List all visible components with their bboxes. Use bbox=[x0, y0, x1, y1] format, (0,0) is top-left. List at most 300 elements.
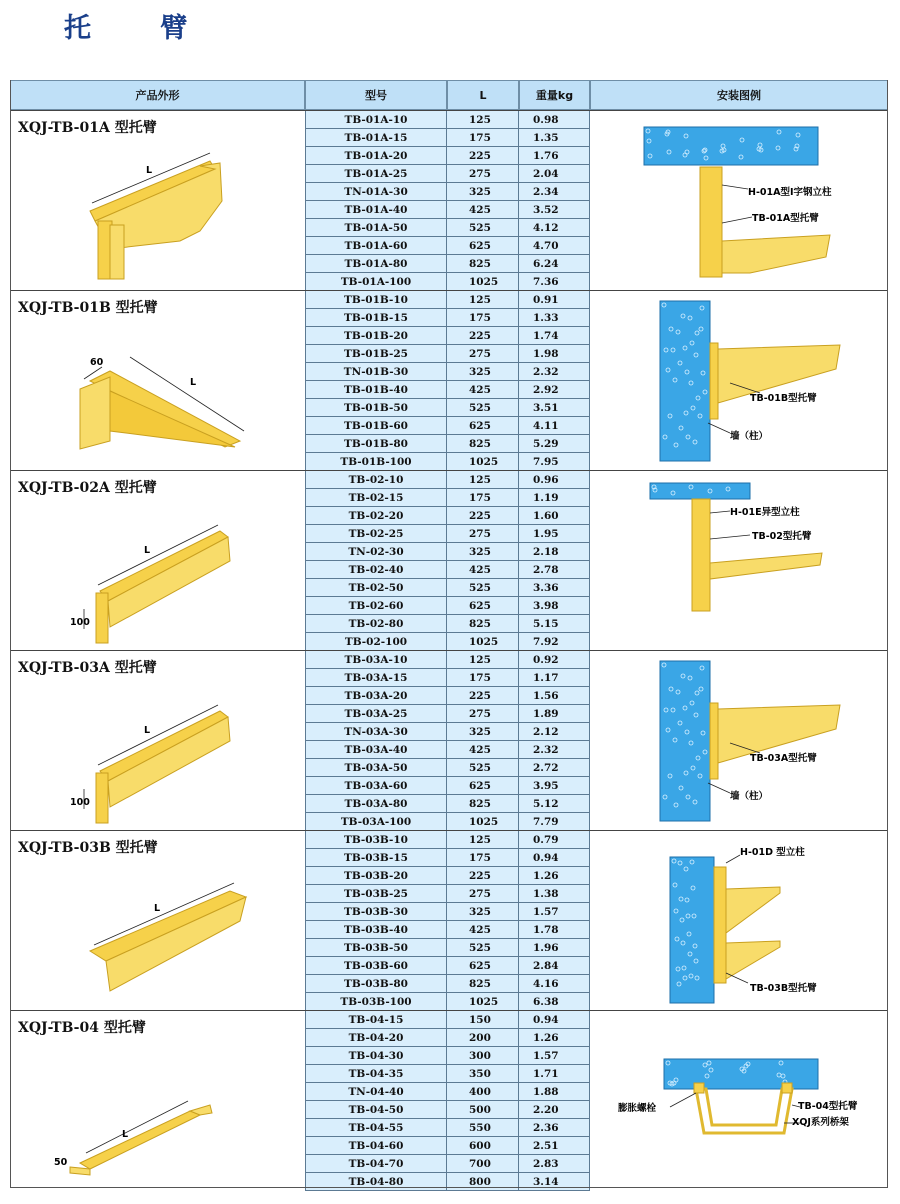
length-cell: 125 bbox=[447, 291, 519, 309]
model-cell: TB-01A-40 bbox=[305, 201, 447, 219]
table-row bbox=[305, 1029, 590, 1047]
length-cell: 125 bbox=[447, 831, 519, 849]
model-cell: TB-03B-20 bbox=[305, 867, 447, 885]
table-row bbox=[305, 903, 590, 921]
weight-cell: 5.12 bbox=[519, 795, 590, 813]
model-cell: TB-03B-80 bbox=[305, 975, 447, 993]
install-diagram bbox=[600, 833, 888, 1009]
model-cell: TB-03A-20 bbox=[305, 687, 447, 705]
model-cell: TB-02-50 bbox=[305, 579, 447, 597]
label-bracket: TB-03B型托臂 bbox=[750, 983, 817, 994]
weight-cell: 1.33 bbox=[519, 309, 590, 327]
model-cell: TB-02-60 bbox=[305, 597, 447, 615]
length-cell: 500 bbox=[447, 1101, 519, 1119]
model-cell: TB-03B-25 bbox=[305, 885, 447, 903]
special-post bbox=[692, 499, 710, 611]
length-cell: 1025 bbox=[447, 813, 519, 831]
bracket-arm-upper bbox=[726, 887, 780, 933]
model-cell: TB-03B-50 bbox=[305, 939, 447, 957]
length-cell: 175 bbox=[447, 669, 519, 687]
header-shape: 产品外形 bbox=[10, 80, 305, 110]
bracket-arm bbox=[80, 1111, 200, 1169]
weight-cell: 1.71 bbox=[519, 1065, 590, 1083]
length-cell: 800 bbox=[447, 1173, 519, 1191]
table-row bbox=[305, 525, 590, 543]
model-cell: TB-03A-40 bbox=[305, 741, 447, 759]
bracket-plate bbox=[80, 377, 110, 449]
weight-cell: 1.26 bbox=[519, 1029, 590, 1047]
table-row bbox=[305, 327, 590, 345]
weight-cell: 5.29 bbox=[519, 435, 590, 453]
length-cell: 325 bbox=[447, 183, 519, 201]
install-diagram bbox=[600, 473, 888, 649]
length-cell: 825 bbox=[447, 435, 519, 453]
length-cell: 425 bbox=[447, 561, 519, 579]
label-post: H-01E异型立柱 bbox=[730, 507, 800, 518]
dim-L: L bbox=[144, 545, 151, 556]
table-row bbox=[305, 561, 590, 579]
section-title: XQJ-TB-01A 型托臂 bbox=[18, 120, 157, 136]
length-cell: 625 bbox=[447, 417, 519, 435]
model-cell: TB-01A-60 bbox=[305, 237, 447, 255]
model-cell: TB-02-100 bbox=[305, 633, 447, 651]
weight-cell: 2.78 bbox=[519, 561, 590, 579]
model-cell: TB-03A-100 bbox=[305, 813, 447, 831]
model-cell: TN-01A-30 bbox=[305, 183, 447, 201]
section-1 bbox=[10, 110, 888, 291]
weight-cell: 2.32 bbox=[519, 363, 590, 381]
table-row bbox=[305, 1101, 590, 1119]
length-cell: 525 bbox=[447, 759, 519, 777]
length-cell: 200 bbox=[447, 1029, 519, 1047]
bracket-arm bbox=[710, 553, 822, 579]
length-cell: 225 bbox=[447, 867, 519, 885]
model-cell: TB-03A-15 bbox=[305, 669, 447, 687]
length-cell: 150 bbox=[447, 1011, 519, 1029]
length-cell: 275 bbox=[447, 705, 519, 723]
model-cell: TB-04-35 bbox=[305, 1065, 447, 1083]
section-title: XQJ-TB-01B 型托臂 bbox=[18, 300, 158, 316]
model-cell: TN-02-30 bbox=[305, 543, 447, 561]
model-cell: TB-04-55 bbox=[305, 1119, 447, 1137]
table-row bbox=[305, 1137, 590, 1155]
weight-cell: 3.52 bbox=[519, 201, 590, 219]
length-cell: 1025 bbox=[447, 273, 519, 291]
model-cell: TB-01A-20 bbox=[305, 147, 447, 165]
table-row bbox=[305, 1011, 590, 1029]
table-row bbox=[305, 543, 590, 561]
weight-cell: 4.12 bbox=[519, 219, 590, 237]
install-diagram bbox=[600, 1013, 888, 1189]
table-row bbox=[305, 615, 590, 633]
model-cell: TB-03B-10 bbox=[305, 831, 447, 849]
header-weight: 重量kg bbox=[519, 80, 590, 110]
table-row bbox=[305, 1173, 590, 1191]
label-bracket: TB-03A型托臂 bbox=[750, 753, 817, 764]
model-cell: TB-02-80 bbox=[305, 615, 447, 633]
length-cell: 350 bbox=[447, 1065, 519, 1083]
dim-60: 60 bbox=[90, 357, 104, 368]
weight-cell: 2.20 bbox=[519, 1101, 590, 1119]
weight-cell: 1.96 bbox=[519, 939, 590, 957]
table-row bbox=[305, 183, 590, 201]
dim-L: L bbox=[146, 165, 153, 176]
weight-cell: 1.95 bbox=[519, 525, 590, 543]
length-cell: 825 bbox=[447, 795, 519, 813]
model-cell: TB-03A-10 bbox=[305, 651, 447, 669]
model-cell: TB-02-20 bbox=[305, 507, 447, 525]
length-cell: 275 bbox=[447, 165, 519, 183]
table-row bbox=[305, 165, 590, 183]
model-cell: TB-01A-15 bbox=[305, 129, 447, 147]
model-cell: TB-03B-100 bbox=[305, 993, 447, 1011]
table-row bbox=[305, 399, 590, 417]
weight-cell: 0.79 bbox=[519, 831, 590, 849]
length-cell: 825 bbox=[447, 255, 519, 273]
dim-L: L bbox=[190, 377, 197, 388]
page-title: 托 臂 bbox=[64, 13, 218, 44]
weight-cell: 7.95 bbox=[519, 453, 590, 471]
model-cell: TN-01B-30 bbox=[305, 363, 447, 381]
install-diagram bbox=[600, 653, 888, 829]
length-cell: 625 bbox=[447, 957, 519, 975]
weight-cell: 3.14 bbox=[519, 1173, 590, 1191]
model-cell: TB-03A-50 bbox=[305, 759, 447, 777]
install-diagram bbox=[600, 293, 888, 469]
label-bracket: TB-02型托臂 bbox=[752, 531, 812, 542]
length-cell: 425 bbox=[447, 381, 519, 399]
table-row bbox=[305, 1047, 590, 1065]
length-cell: 325 bbox=[447, 543, 519, 561]
weight-cell: 1.74 bbox=[519, 327, 590, 345]
model-cell: TB-01B-15 bbox=[305, 309, 447, 327]
weight-cell: 1.56 bbox=[519, 687, 590, 705]
label-post: H-01A型I字钢立柱 bbox=[748, 187, 832, 198]
table-row bbox=[305, 453, 590, 471]
model-cell: TB-04-20 bbox=[305, 1029, 447, 1047]
length-cell: 625 bbox=[447, 597, 519, 615]
weight-cell: 0.96 bbox=[519, 471, 590, 489]
length-cell: 525 bbox=[447, 939, 519, 957]
weight-cell: 7.92 bbox=[519, 633, 590, 651]
table-row bbox=[305, 111, 590, 129]
length-cell: 175 bbox=[447, 489, 519, 507]
length-cell: 125 bbox=[447, 471, 519, 489]
label-bolt: 膨胀螺栓 bbox=[618, 1103, 657, 1114]
table-row bbox=[305, 831, 590, 849]
table-row bbox=[305, 723, 590, 741]
table-row bbox=[305, 867, 590, 885]
table-row bbox=[305, 471, 590, 489]
table-row bbox=[305, 1155, 590, 1173]
weight-cell: 1.89 bbox=[519, 705, 590, 723]
weight-cell: 1.60 bbox=[519, 507, 590, 525]
section-title: XQJ-TB-03B 型托臂 bbox=[18, 840, 158, 856]
weight-cell: 0.91 bbox=[519, 291, 590, 309]
weight-cell: 0.92 bbox=[519, 651, 590, 669]
weight-cell: 0.98 bbox=[519, 111, 590, 129]
weight-cell: 2.04 bbox=[519, 165, 590, 183]
weight-cell: 2.32 bbox=[519, 741, 590, 759]
product-drawing bbox=[50, 321, 280, 467]
length-cell: 125 bbox=[447, 111, 519, 129]
bolt-left bbox=[694, 1083, 704, 1093]
weight-cell: 0.94 bbox=[519, 1011, 590, 1029]
model-cell: TB-01A-25 bbox=[305, 165, 447, 183]
weight-cell: 2.12 bbox=[519, 723, 590, 741]
weight-cell: 1.78 bbox=[519, 921, 590, 939]
length-cell: 625 bbox=[447, 237, 519, 255]
length-cell: 275 bbox=[447, 885, 519, 903]
table-row bbox=[305, 687, 590, 705]
length-cell: 125 bbox=[447, 651, 519, 669]
model-cell: TB-02-25 bbox=[305, 525, 447, 543]
bracket-post bbox=[96, 593, 108, 643]
length-cell: 425 bbox=[447, 201, 519, 219]
model-cell: TB-01A-10 bbox=[305, 111, 447, 129]
model-cell: TB-01B-60 bbox=[305, 417, 447, 435]
section-title: XQJ-TB-03A 型托臂 bbox=[18, 660, 157, 676]
label-tray: XQJ系列桥架 bbox=[792, 1117, 849, 1128]
install-diagram bbox=[600, 113, 888, 289]
weight-cell: 7.79 bbox=[519, 813, 590, 831]
section-title: XQJ-TB-04 型托臂 bbox=[18, 1020, 146, 1036]
model-cell: TB-01B-20 bbox=[305, 327, 447, 345]
model-cell: TB-03B-40 bbox=[305, 921, 447, 939]
weight-cell: 1.38 bbox=[519, 885, 590, 903]
length-cell: 175 bbox=[447, 129, 519, 147]
weight-cell: 1.57 bbox=[519, 903, 590, 921]
length-cell: 625 bbox=[447, 777, 519, 795]
length-cell: 550 bbox=[447, 1119, 519, 1137]
weight-cell: 3.36 bbox=[519, 579, 590, 597]
table-row bbox=[305, 741, 590, 759]
table-row bbox=[305, 939, 590, 957]
table-row bbox=[305, 669, 590, 687]
length-cell: 325 bbox=[447, 903, 519, 921]
product-drawing bbox=[50, 861, 280, 1007]
model-cell: TB-02-40 bbox=[305, 561, 447, 579]
weight-cell: 3.51 bbox=[519, 399, 590, 417]
table-row bbox=[305, 777, 590, 795]
weight-cell: 6.38 bbox=[519, 993, 590, 1011]
weight-cell: 2.36 bbox=[519, 1119, 590, 1137]
weight-cell: 3.95 bbox=[519, 777, 590, 795]
model-cell: TB-04-80 bbox=[305, 1173, 447, 1191]
table-row bbox=[305, 705, 590, 723]
product-drawing bbox=[50, 1041, 280, 1187]
label-wall: 墙（柱） bbox=[730, 431, 769, 442]
section-2 bbox=[10, 290, 888, 471]
product-drawing bbox=[50, 141, 280, 287]
header-length: L bbox=[447, 80, 519, 110]
section-6 bbox=[10, 1010, 888, 1191]
model-cell: TB-01A-100 bbox=[305, 273, 447, 291]
table-row bbox=[305, 381, 590, 399]
table-row bbox=[305, 489, 590, 507]
label-bracket: TB-01B型托臂 bbox=[750, 393, 817, 404]
weight-cell: 1.76 bbox=[519, 147, 590, 165]
weight-cell: 4.70 bbox=[519, 237, 590, 255]
ceiling-wall bbox=[664, 1059, 818, 1089]
table-row bbox=[305, 1083, 590, 1101]
table-row bbox=[305, 273, 590, 291]
length-cell: 825 bbox=[447, 615, 519, 633]
table-row bbox=[305, 435, 590, 453]
model-cell: TB-04-30 bbox=[305, 1047, 447, 1065]
table-row bbox=[305, 219, 590, 237]
section-5 bbox=[10, 830, 888, 1011]
model-cell: TB-03B-15 bbox=[305, 849, 447, 867]
length-cell: 1025 bbox=[447, 453, 519, 471]
table-row bbox=[305, 975, 590, 993]
model-cell: TB-01B-50 bbox=[305, 399, 447, 417]
weight-cell: 1.17 bbox=[519, 669, 590, 687]
length-cell: 525 bbox=[447, 399, 519, 417]
model-cell: TB-01B-40 bbox=[305, 381, 447, 399]
model-cell: TB-03B-30 bbox=[305, 903, 447, 921]
length-cell: 1025 bbox=[447, 993, 519, 1011]
weight-cell: 2.84 bbox=[519, 957, 590, 975]
weight-cell: 0.94 bbox=[519, 849, 590, 867]
weight-cell: 1.26 bbox=[519, 867, 590, 885]
bracket-spec-sheet bbox=[10, 80, 888, 1188]
model-cell: TB-01B-80 bbox=[305, 435, 447, 453]
model-cell: TB-01B-10 bbox=[305, 291, 447, 309]
weight-cell: 2.34 bbox=[519, 183, 590, 201]
model-cell: TB-04-70 bbox=[305, 1155, 447, 1173]
table-row bbox=[305, 885, 590, 903]
label-post: H-01D 型立柱 bbox=[740, 847, 805, 858]
length-cell: 225 bbox=[447, 687, 519, 705]
table-row bbox=[305, 147, 590, 165]
table-row bbox=[305, 237, 590, 255]
post bbox=[714, 867, 726, 983]
length-cell: 525 bbox=[447, 219, 519, 237]
weight-cell: 2.18 bbox=[519, 543, 590, 561]
model-cell: TB-02-15 bbox=[305, 489, 447, 507]
table-row bbox=[305, 1119, 590, 1137]
dim-50: 50 bbox=[54, 1157, 68, 1168]
table-row bbox=[305, 921, 590, 939]
table-row bbox=[305, 309, 590, 327]
table-row bbox=[305, 597, 590, 615]
section-title: XQJ-TB-02A 型托臂 bbox=[18, 480, 157, 496]
length-cell: 525 bbox=[447, 579, 519, 597]
length-cell: 175 bbox=[447, 309, 519, 327]
length-cell: 325 bbox=[447, 723, 519, 741]
wall-column bbox=[660, 301, 710, 461]
model-cell: TB-01B-25 bbox=[305, 345, 447, 363]
weight-cell: 4.11 bbox=[519, 417, 590, 435]
bracket-post bbox=[96, 773, 108, 823]
label-bracket: TB-04型托臂 bbox=[798, 1101, 858, 1112]
length-cell: 425 bbox=[447, 741, 519, 759]
mount-plate bbox=[710, 703, 718, 779]
model-cell: TB-04-60 bbox=[305, 1137, 447, 1155]
model-cell: TB-01A-80 bbox=[305, 255, 447, 273]
length-cell: 700 bbox=[447, 1155, 519, 1173]
section-3 bbox=[10, 470, 888, 651]
cable-tray bbox=[696, 1089, 792, 1133]
table-row bbox=[305, 795, 590, 813]
table-row bbox=[305, 417, 590, 435]
table-row bbox=[305, 759, 590, 777]
length-cell: 600 bbox=[447, 1137, 519, 1155]
product-drawing bbox=[50, 501, 280, 647]
table-row bbox=[305, 849, 590, 867]
wall-column bbox=[670, 857, 714, 1003]
length-cell: 225 bbox=[447, 507, 519, 525]
table-row bbox=[305, 201, 590, 219]
dim-L: L bbox=[122, 1129, 129, 1140]
length-cell: 225 bbox=[447, 147, 519, 165]
weight-cell: 1.98 bbox=[519, 345, 590, 363]
weight-cell: 5.15 bbox=[519, 615, 590, 633]
table-row bbox=[305, 129, 590, 147]
model-cell: TB-03A-60 bbox=[305, 777, 447, 795]
wall-column bbox=[660, 661, 710, 821]
model-cell: TB-03A-25 bbox=[305, 705, 447, 723]
length-cell: 300 bbox=[447, 1047, 519, 1065]
table-row bbox=[305, 1065, 590, 1083]
table-row bbox=[305, 633, 590, 651]
length-cell: 175 bbox=[447, 849, 519, 867]
bracket-arm-lower bbox=[726, 941, 780, 979]
label-bracket: TB-01A型托臂 bbox=[752, 213, 819, 224]
length-cell: 225 bbox=[447, 327, 519, 345]
length-cell: 400 bbox=[447, 1083, 519, 1101]
dim-L: L bbox=[144, 725, 151, 736]
length-cell: 1025 bbox=[447, 633, 519, 651]
table-row bbox=[305, 651, 590, 669]
weight-cell: 1.88 bbox=[519, 1083, 590, 1101]
section-4 bbox=[10, 650, 888, 831]
header-install: 安装图例 bbox=[590, 80, 888, 110]
length-cell: 275 bbox=[447, 525, 519, 543]
weight-cell: 4.16 bbox=[519, 975, 590, 993]
model-cell: TB-03B-60 bbox=[305, 957, 447, 975]
i-beam-post bbox=[700, 167, 722, 277]
bolt-right bbox=[782, 1083, 792, 1093]
table-row bbox=[305, 363, 590, 381]
model-cell: TN-04-40 bbox=[305, 1083, 447, 1101]
model-cell: TB-01A-50 bbox=[305, 219, 447, 237]
label-wall: 墙（柱） bbox=[730, 791, 769, 802]
model-cell: TB-04-50 bbox=[305, 1101, 447, 1119]
model-cell: TB-02-10 bbox=[305, 471, 447, 489]
weight-cell: 6.24 bbox=[519, 255, 590, 273]
table-row bbox=[305, 255, 590, 273]
table-row bbox=[305, 813, 590, 831]
table-row bbox=[305, 579, 590, 597]
dim-L: L bbox=[154, 903, 161, 914]
weight-cell: 2.51 bbox=[519, 1137, 590, 1155]
weight-cell: 3.98 bbox=[519, 597, 590, 615]
length-cell: 425 bbox=[447, 921, 519, 939]
table-row bbox=[305, 291, 590, 309]
dim-100: 100 bbox=[70, 797, 90, 808]
table-row bbox=[305, 345, 590, 363]
weight-cell: 1.19 bbox=[519, 489, 590, 507]
header-model: 型号 bbox=[305, 80, 447, 110]
table-row bbox=[305, 993, 590, 1011]
length-cell: 825 bbox=[447, 975, 519, 993]
weight-cell: 7.36 bbox=[519, 273, 590, 291]
model-cell: TN-03A-30 bbox=[305, 723, 447, 741]
bracket-arm bbox=[722, 235, 830, 273]
table-row bbox=[305, 507, 590, 525]
